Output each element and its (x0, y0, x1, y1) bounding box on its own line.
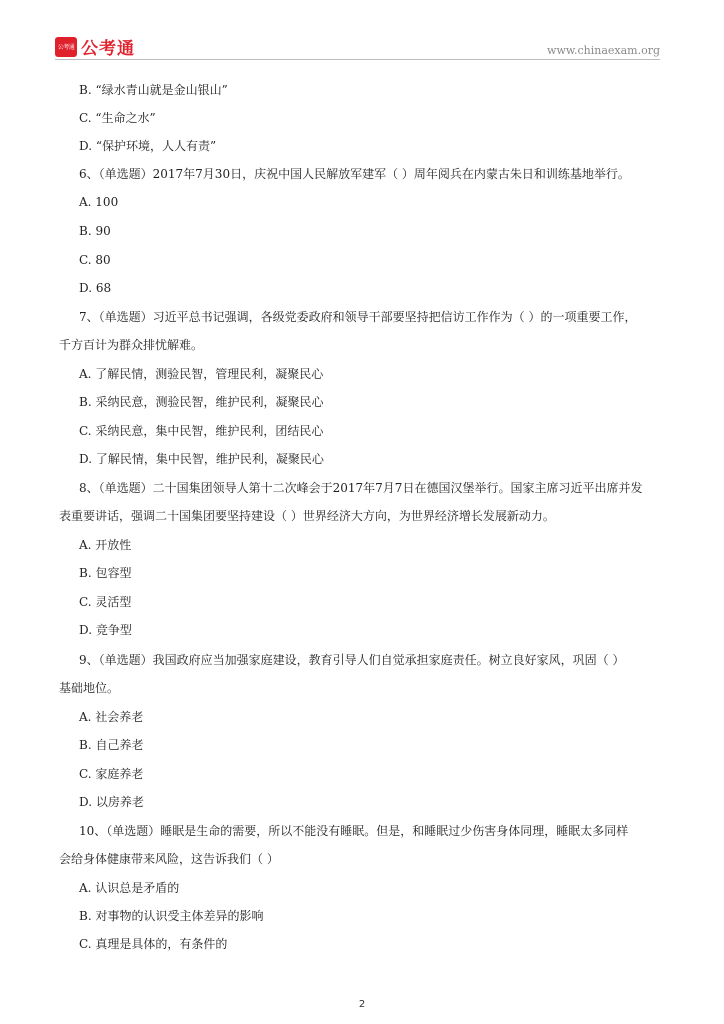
question-text-continued: 表重要讲话，强调二十国集团要坚持建设（ ）世界经济大方向，为世界经济增长发展新动力。 (59, 509, 555, 523)
answer-option: B. 对事物的认识受主体差异的影响 (79, 909, 264, 923)
question-text-continued: 基础地位。 (59, 681, 120, 695)
answer-option: C. 80 (79, 253, 111, 267)
question-text-continued: 会给身体健康带来风险，这告诉我们（ ） (59, 852, 279, 866)
answer-option: A. 100 (79, 195, 119, 209)
answer-option: B. 自己养老 (79, 738, 144, 752)
answer-option: B. “绿水青山就是金山银山” (79, 83, 228, 97)
answer-option: A. 了解民情，测验民智，管理民利，凝聚民心 (79, 367, 324, 381)
header-divider (55, 59, 660, 60)
page-header (55, 34, 660, 64)
answer-option: B. 采纳民意，测验民智，维护民利，凝聚民心 (79, 395, 324, 409)
answer-option: C. 真理是具体的，有条件的 (79, 937, 228, 951)
logo-badge-icon: 公考通 (55, 37, 77, 57)
page-number: 2 (358, 999, 366, 1010)
answer-option: A. 社会养老 (79, 710, 144, 724)
answer-option: C. 采纳民意，集中民智，维护民利，团结民心 (79, 424, 324, 438)
answer-option: D. 以房养老 (79, 795, 144, 809)
question-text: 9、（单选题）我国政府应当加强家庭建设，教育引导人们自觉承担家庭责任。树立良好家风，巩固（ ） (79, 653, 625, 667)
answer-option: B. 90 (79, 224, 111, 238)
logo-text: 公考通 (81, 39, 135, 59)
answer-option: D. 了解民情，集中民智，维护民利，凝聚民心 (79, 452, 324, 466)
question-text: 6、（单选题）2017年7月30日，庆祝中国人民解放军建军（ ）周年阅兵在内蒙古朱日和训练基地举行。 (79, 167, 630, 181)
site-url: www.chinaexam.org (547, 44, 660, 57)
answer-option: A. 认识总是矛盾的 (79, 881, 180, 895)
answer-option: D. 68 (79, 281, 112, 295)
question-text: 10、（单选题）睡眠是生命的需要，所以不能没有睡眠。但是，和睡眠过少伤害身体同理，睡眠太多同样 (79, 824, 629, 838)
answer-option: B. 包容型 (79, 566, 132, 580)
answer-option: C. 灵活型 (79, 595, 132, 609)
answer-option: D. “保护环境，人人有责” (79, 139, 217, 153)
question-text: 8、（单选题）二十国集团领导人第十二次峰会于2017年7月7日在德国汉堡举行。国家主席习近平出席并发 (79, 481, 643, 495)
answer-option: C. “生命之水” (79, 111, 156, 125)
logo (55, 34, 135, 59)
question-text: 7、（单选题）习近平总书记强调，各级党委政府和领导干部要坚持把信访工作作为（ ）的一项重要工作， (79, 310, 637, 324)
answer-option: C. 家庭养老 (79, 767, 144, 781)
answer-option: A. 开放性 (79, 538, 132, 552)
answer-option: D. 竞争型 (79, 623, 132, 637)
question-text-continued: 千方百计为群众排忧解难。 (59, 338, 204, 352)
